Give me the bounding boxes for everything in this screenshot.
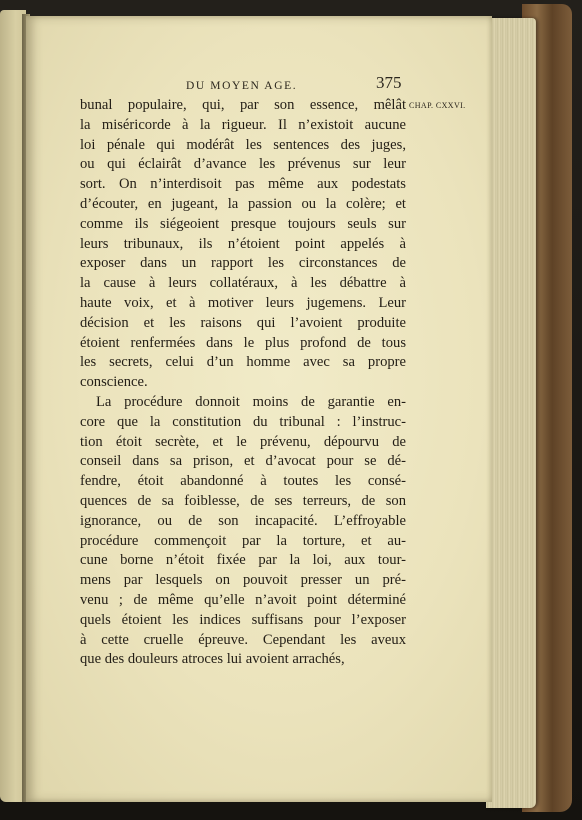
text-line: haute voix, et à motiver leurs jugemens. Leur xyxy=(80,294,406,311)
text-line: conseil dans sa prison, et d’avocat pour se dé- xyxy=(80,453,406,470)
text-line: d’écouter, en jugeant, la passion ou la colère; et xyxy=(80,195,406,212)
text-line: conscience. xyxy=(80,374,148,391)
body-text xyxy=(80,96,406,670)
text-line: loi pénale qui modérât les sentences des juges, xyxy=(80,136,406,153)
text-line: que des douleurs atroces lui avoient arrachés, xyxy=(80,651,345,668)
text-line: quences de sa foiblesse, de ses terreurs, de son xyxy=(80,492,406,509)
margin-note: CHAP. CXXVI. xyxy=(409,101,466,110)
text-line: fendre, étoit abandonné à toutes les consé- xyxy=(80,473,406,490)
page-number: 375 xyxy=(376,73,402,92)
text-line: exposer dans un rapport les circonstances de xyxy=(80,255,406,272)
text-line: quels étoient les indices suffisans pour l’exposer xyxy=(80,611,406,628)
text-line: ou qui éclairât d’avance les prévenus sur leur xyxy=(80,156,406,173)
text-line: à cette cruelle épreuve. Cependant les aveux xyxy=(80,631,406,648)
text-line: sort. On n’interdisoit pas même aux podestats xyxy=(80,176,406,193)
text-line: procédure commençoit par la torture, et au- xyxy=(80,532,406,549)
text-line: la miséricorde à la rigueur. Il n’existoit aucune xyxy=(80,116,406,133)
running-head: DU MOYEN AGE. xyxy=(186,80,298,92)
text-line: cune borne n’étoit fixée par la loi, aux tour- xyxy=(80,552,406,569)
text-line: mens par lesquels on pouvoit presser un pré- xyxy=(80,572,406,589)
text-line: leurs tribunaux, ils n’étoient point appelés à xyxy=(80,235,406,252)
text-line: ignorance, ou de son incapacité. L’effroyable xyxy=(80,512,406,529)
text-line: décision et les raisons qui l’avoient produite xyxy=(80,314,406,331)
text-line: la cause à leurs collatéraux, à les débattre à xyxy=(80,275,406,292)
text-line: bunal populaire, qui, par son essence, mêlât xyxy=(80,97,406,113)
text-line: les secrets, celui d’un homme avec sa propre xyxy=(80,354,406,371)
text-line: core que la constitution du tribunal : l’instruc- xyxy=(80,413,406,430)
text-line: comme ils siégeoient presque toujours seuls sur xyxy=(80,215,406,232)
text-line: La procédure donnoit moins de garantie en- xyxy=(96,393,406,410)
page-edges xyxy=(486,18,536,808)
text-line: venu ; de même qu’elle n’avoit point déterminé xyxy=(80,591,406,608)
text-line: tion étoit secrète, et le prévenu, dépourvu de xyxy=(80,433,406,450)
text-line: étoient renfermées dans le plus profond de tous xyxy=(80,334,406,351)
